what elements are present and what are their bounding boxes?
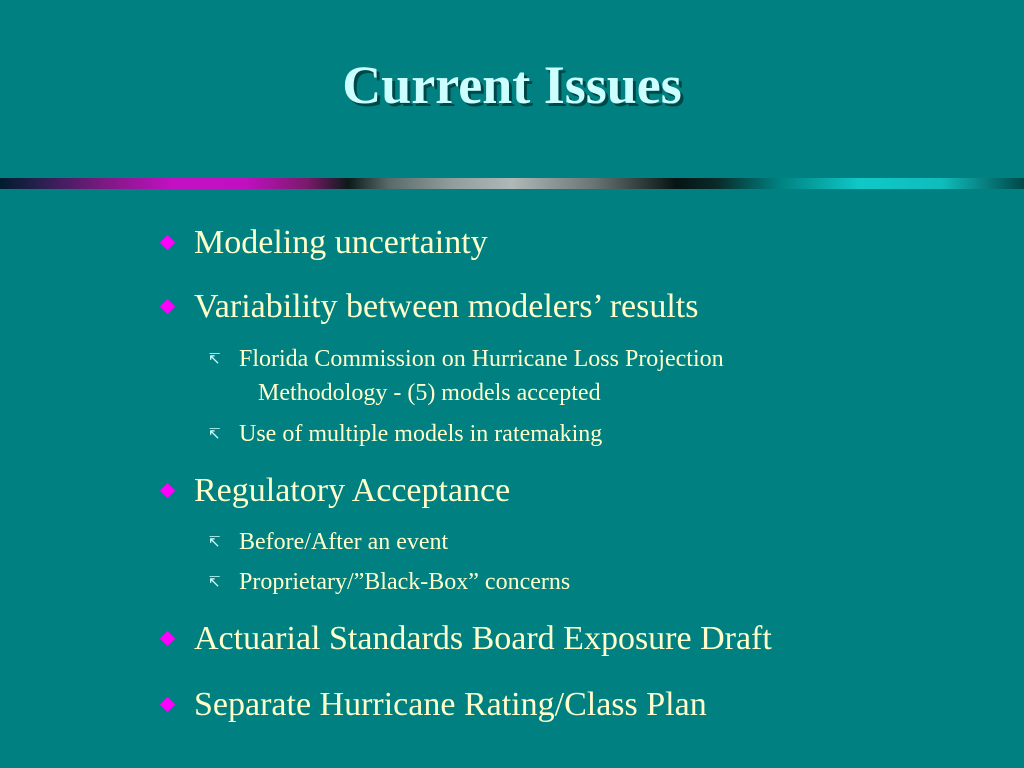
diamond-bullet-icon [160, 235, 175, 250]
bullet-text: Actuarial Standards Board Exposure Draft [194, 620, 772, 657]
subitem-text: Before/After an event [239, 529, 449, 555]
subitem-text: Use of multiple models in ratemaking [239, 421, 603, 447]
bullet-text: Separate Hurricane Rating/Class Plan [194, 686, 707, 723]
subitem-text-line-2: Methodology - (5) models accepted [258, 380, 601, 406]
diamond-bullet-icon [160, 483, 175, 498]
bullet-text: Variability between modelers’ results [194, 288, 699, 325]
arrow-bullet-icon: ↸ [208, 350, 221, 368]
arrow-bullet-icon: ↸ [208, 573, 221, 591]
arrow-bullet-icon: ↸ [208, 425, 221, 443]
diamond-bullet-icon [160, 631, 175, 646]
bullet-text: Regulatory Acceptance [194, 472, 511, 509]
diamond-bullet-icon [160, 299, 175, 314]
slide-title: Current Issues [342, 55, 682, 115]
bullet-text: Modeling uncertainty [194, 224, 488, 261]
arrow-bullet-icon: ↸ [208, 533, 221, 551]
subitem-text: Proprietary/”Black-Box” concerns [239, 569, 571, 595]
subitem-text-line-1: Florida Commission on Hurricane Loss Projection [239, 346, 724, 372]
diamond-bullet-icon [160, 697, 175, 712]
